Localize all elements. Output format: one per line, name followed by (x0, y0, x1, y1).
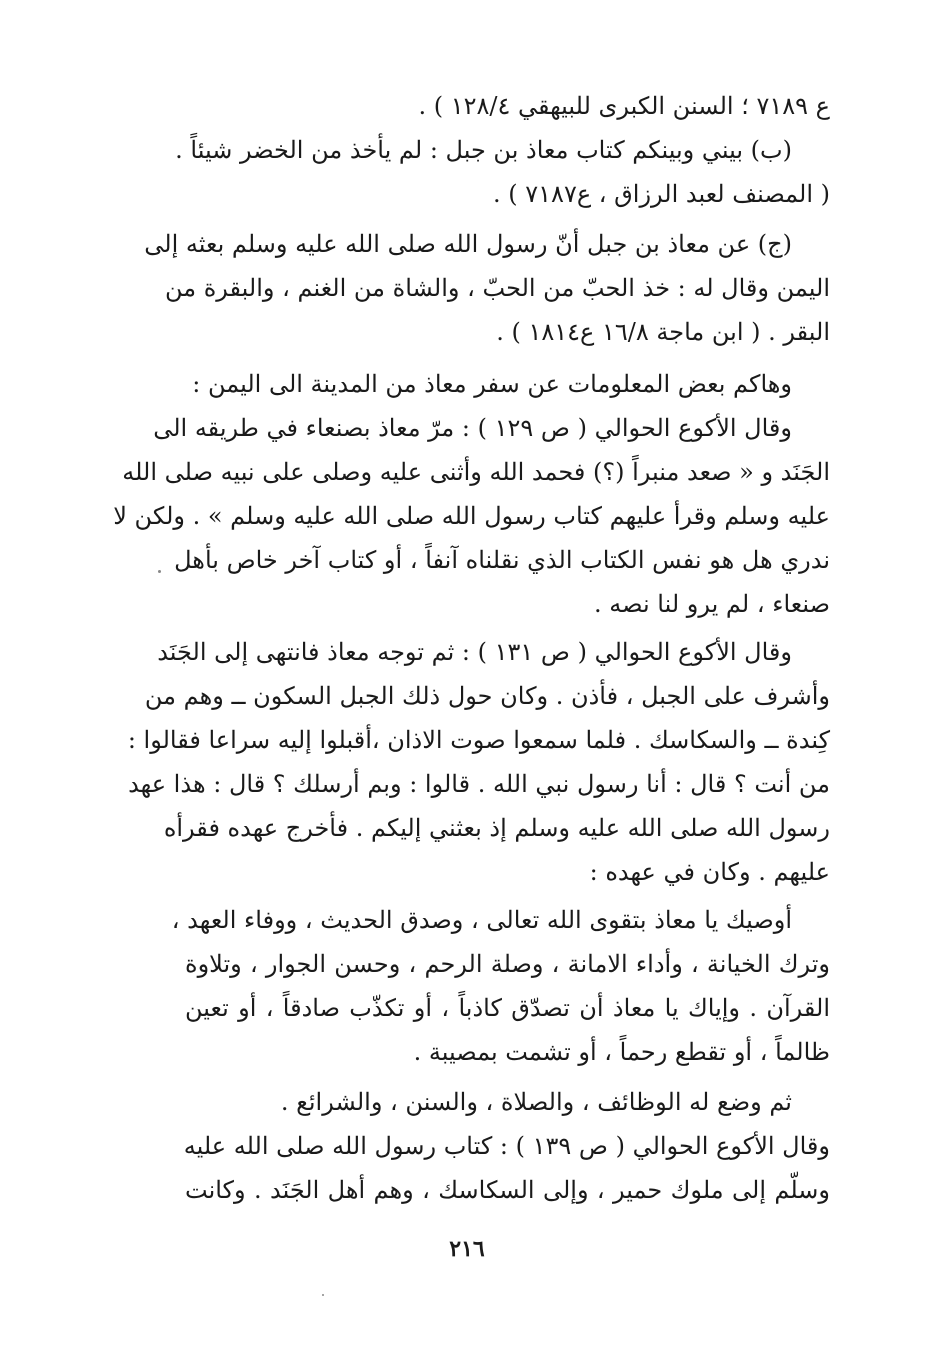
text-line: وسلّم إلى ملوك حمير ، وإلى السكاسك ، وهم أهل الجَنَد . وكانت (185, 1176, 830, 1204)
text-line: (ب) بيني وبينكم كتاب معاذ بن جبل : لم يأخذ من الخضر شيئاً . (175, 136, 792, 164)
text-line: (ج) عن معاذ بن جبل أنّ رسول الله صلى الله عليه وسلم بعثه إلى (144, 230, 792, 258)
text-line: من أنت ؟ قال : أنا رسول نبي الله . قالوا : وبم أرسلك ؟ قال : هذا عهد (128, 770, 830, 798)
text-line: ندري هل هو نفس الكتاب الذي نقلناه آنفاً ، أو كتاب آخر خاص بأهل (174, 546, 830, 574)
paragraph-hadith-c (144, 222, 830, 354)
text-line: وأشرف على الجبل ، فأذن . وكان حول ذلك الجبل السكون ــ وهم من (144, 682, 830, 710)
paragraph-himyar (185, 1080, 830, 1212)
text-line: الجَنَد و « صعد منبراً (؟) فحمد الله وأثنى عليه وصلى على نبيه صلى الله (122, 458, 830, 486)
text-line: وترك الخيانة ، وأداء الامانة ، وصلة الرحم ، وحسن الجوار ، وتلاوة (185, 950, 830, 978)
text-line: رسول الله صلى الله عليه وسلم إذ بعثني إليكم . فأخرج عهده فقرأه (163, 814, 830, 842)
text-line: صنعاء ، لم يرو لنا نصه . (594, 590, 830, 618)
text-line: ظالماً ، أو تقطع رحماً ، أو تشمت بمصيبة . (413, 1038, 830, 1066)
paragraph-citation-a (175, 84, 830, 216)
text-line: كِندة ــ والسكاسك . فلما سمعوا صوت الاذان ،أقبلوا إليه سراعا فقالوا : (127, 726, 830, 754)
text-line: القرآن . وإياك يا معاذ أن تصدّق كاذباً ، أو تكذّب صادقاً ، أو تعين (185, 994, 830, 1022)
text-line: عليه وسلم وقرأ عليهم كتاب رسول الله صلى الله عليه وسلم » . ولكن لا (113, 502, 830, 530)
text-line: اليمن وقال له : خذ الحبّ من الحبّ ، والشاة من الغنم ، والبقرة من (164, 274, 830, 302)
text-line: ( المصنف لعبد الرزاق ، ع٧١٨٧ ) . (493, 180, 830, 208)
text-line: وهاكم بعض المعلومات عن سفر معاذ من المدينة الى اليمن : (192, 370, 792, 398)
text-line: وقال الأكوع الحوالي ( ص ١٣١ ) : ثم توجه معاذ فانتهى إلى الجَنَد (157, 638, 792, 666)
text-line: عليهم . وكان في عهده : (589, 858, 830, 886)
text-line: البقر . ( ابن ماجة ١٦/٨ ع١٨١٤ ) . (496, 318, 830, 346)
scan-speck (322, 1294, 324, 1296)
paragraph-janad (127, 630, 830, 894)
text-line: ثم وضع له الوظائف ، والصلاة ، والسنن ، والشرائع . (280, 1088, 792, 1116)
text-line: وقال الأكوع الحوالي ( ص ١٣٩ ) : كتاب رسول الله صلى الله عليه (183, 1132, 830, 1160)
text-line: أوصيك يا معاذ بتقوى الله تعالى ، وصدق الحديث ، ووفاء العهد ، (171, 906, 792, 934)
paragraph-testament (171, 898, 830, 1074)
paragraph-sanaa-journey (113, 362, 830, 626)
text-line: وقال الأكوع الحوالي ( ص ١٢٩ ) : مرّ معاذ بصنعاء في طريقه الى (153, 414, 792, 442)
text-line: ع ٧١٨٩ ؛ السنن الكبرى للبيهقي ١٢٨/٤ ) . (418, 92, 830, 120)
scan-speck (158, 570, 161, 573)
page-number: ٢١٦ (449, 1236, 485, 1262)
